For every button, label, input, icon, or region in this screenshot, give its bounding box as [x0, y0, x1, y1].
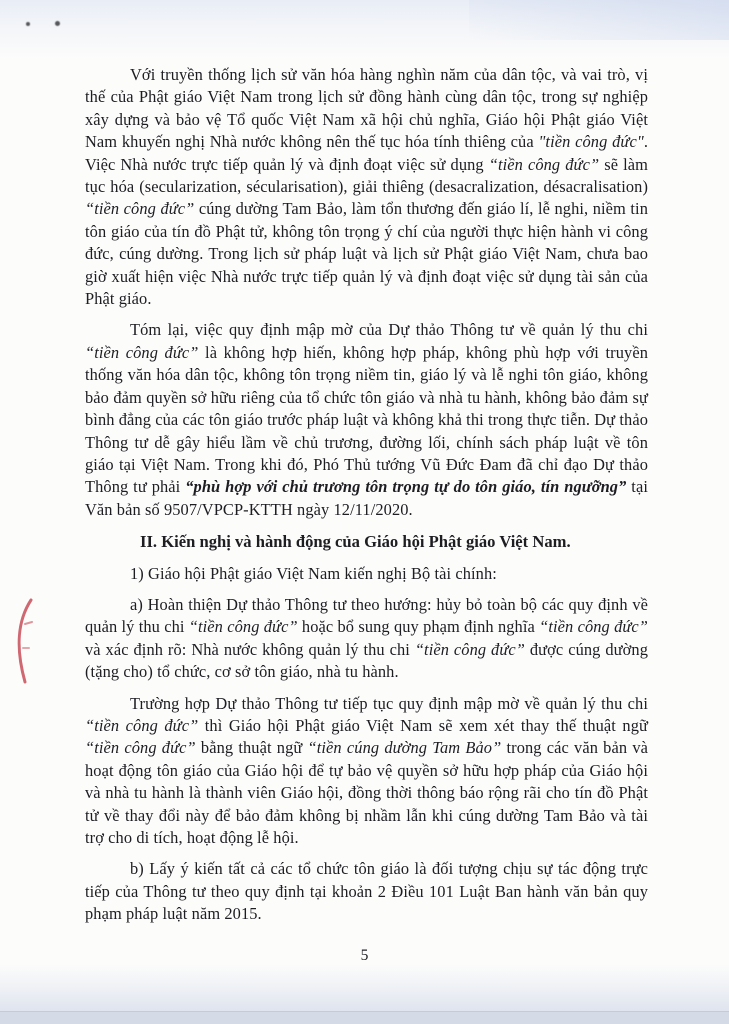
scan-edge-shadow — [0, 1011, 729, 1024]
ink-dot — [26, 22, 30, 26]
ink-dot — [55, 21, 60, 26]
scan-artifact-bottom — [0, 964, 729, 1012]
paragraph-fallback-plan: Trường hợp Dự thảo Thông tư tiếp tục quy định mập mờ về quản lý thu chi “tiền công đức” thì Giáo hội Phật giáo Việt Nam sẽ xem xét thay thế thuật ngữ “tiền công đức” bằng thuật ngữ “tiền cúng dường Tam Bảo” trong các văn bản và hoạt động tôn giáo của Giáo hội để tự bảo vệ quyền sở hữu hợp pháp của Giáo hội và nhà tu hành là thành viên Giáo hội, đồng thời thông báo rộng rãi cho tín đồ Phật tử về thay đổi này để bảo đảm không bị nhầm lẫn khi cúng dường Tam Bảo và tài trợ cho di tích, hoạt động lễ hội. — [85, 693, 648, 847]
section-heading: II. Kiến nghị và hành động của Giáo hội Phật giáo Việt Nam. — [140, 532, 571, 552]
scan-artifact-top — [0, 0, 729, 60]
item-a-recommendation: a) Hoàn thiện Dự thảo Thông tư theo hướng: hủy bỏ toàn bộ các quy định về quản lý thu chi “tiền công đức” hoặc bổ sung quy phạm định nghĩa “tiền công đức” và xác định rõ: Nhà nước không quản lý thu chi “tiền công đức” được cúng dường (tặng cho) tổ chức, cơ sở tôn giáo, nhà tu hành. — [85, 594, 649, 682]
item-b-recommendation: b) Lấy ý kiến tất cả các tổ chức tôn giáo là đối tượng chịu sự tác động trực tiếp của Thông tư theo quy định tại khoản 2 Điều 101 Luật Ban hành văn bản quy phạm pháp luật năm 2015. — [85, 859, 648, 924]
paragraph-tradition: Với truyền thống lịch sử văn hóa hàng nghìn năm của dân tộc, và vai trò, vị thế của Phật giáo Việt Nam trong lịch sử đồng hành cùng dân tộc, trong sự nghiệp xây dựng và bảo vệ Tổ quốc Việt Nam xã hội chủ nghĩa, Giáo hội Phật giáo Việt Nam khuyến nghị Nhà nước không nên thế tục hóa tính thiêng của "tiền công đức". Việc Nhà nước trực tiếp quản lý và định đoạt việc sử dụng “tiền công đức” sẽ làm tục hóa (secularization, sécularisation), giải thiêng (desacralization, désacralisation) “tiền công đức” cúng dường Tam Bảo, làm tổn thương đến giáo lí, lễ nghi, niềm tin tôn giáo của tín đồ Phật tử, không tôn trọng ý chí của người thực hiện hành vi công đức, cúng dường. Trong lịch sử pháp luật và lịch sử Phật giáo Việt Nam, chưa bao giờ xuất hiện việc Nhà nước trực tiếp quản lý và định đoạt việc sử dụng tài sản của Phật giáo. — [85, 65, 649, 309]
paragraph-conclusion: Tóm lại, việc quy định mập mờ của Dự thảo Thông tư về quản lý thu chi “tiền công đức” là không hợp hiến, không hợp pháp, không phù hợp với truyền thống văn hóa dân tộc, không tôn trọng niềm tin, giáo lý và lễ nghi tôn giáo, không bảo đảm quyền sở hữu riêng của tổ chức tôn giáo và nhà tu hành, không bảo đảm sự bình đẳng của các tôn giáo trước pháp luật và không khả thi trong thực tiễn. Dự thảo Thông tư dễ gây hiểu lầm về chủ trương, đường lối, chính sách pháp luật về tôn giáo tại Việt Nam. Trong khi đó, Phó Thủ tướng Vũ Đức Đam đã chỉ đạo Dự thảo Thông tư phải “phù hợp với chủ trương tôn trọng tự do tôn giáo, tín ngưỡng” tại Văn bản số 9507/VPCP-KTTH ngày 12/11/2020. — [85, 320, 648, 519]
red-pen-mark — [10, 596, 40, 688]
page-number: 5 — [360, 947, 369, 964]
item-1-proposal: 1) Giáo hội Phật giáo Việt Nam kiến nghị Bộ tài chính: — [130, 563, 497, 583]
document-body — [85, 64, 648, 935]
